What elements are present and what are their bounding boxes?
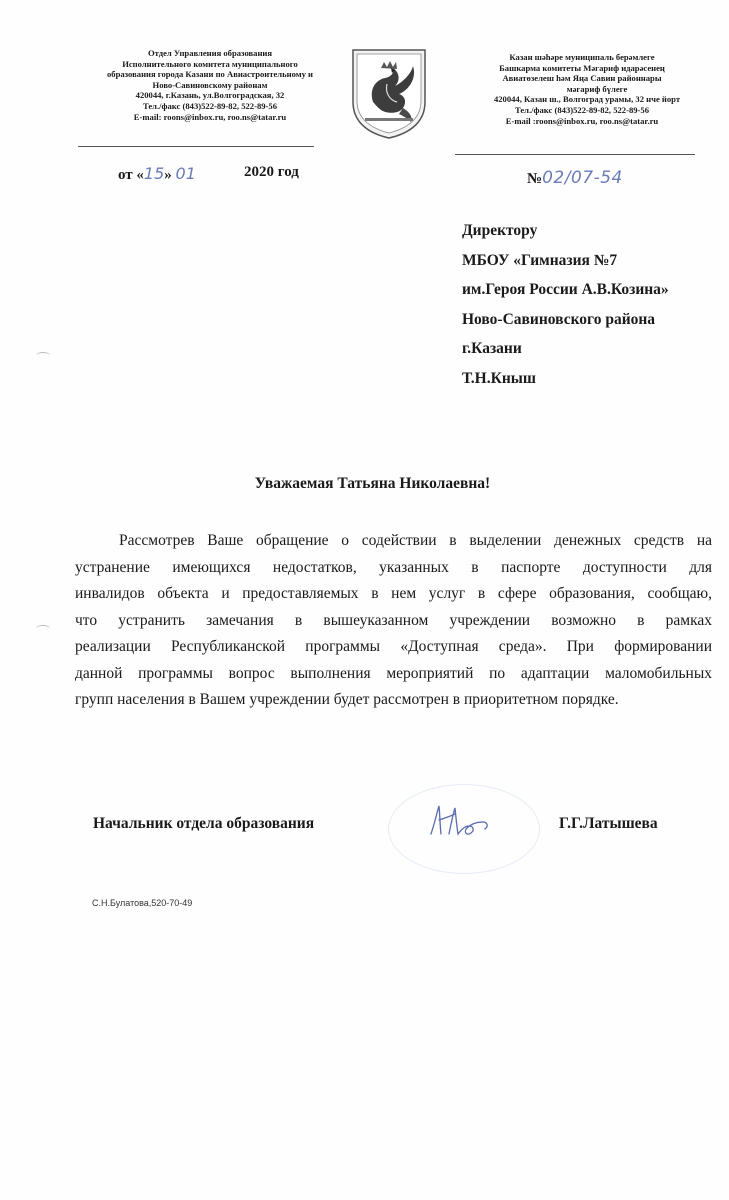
header-left-line: Исполнительного комитета муниципального — [122, 58, 298, 69]
body-line: устранение имеющихся недостатков, указанных в паспорте доступности для — [75, 558, 712, 576]
addressee-line: Ново-Савиновского района — [462, 310, 656, 328]
header-left-line: образования города Казани по Авиастроительному и — [106, 69, 313, 80]
header-left-block — [95, 48, 325, 122]
header-left-line: 420044, г.Казань, ул.Волгоградская, 32 — [135, 90, 285, 101]
header-right-line: Авиатөзелеш һәм Яңа Савин районнары — [502, 73, 662, 84]
header-right-divider — [455, 154, 695, 155]
header-right-block — [453, 52, 711, 126]
body-line: реализации Республиканской программы «Доступная среда». При формировании — [75, 638, 712, 655]
addressee-block — [462, 216, 669, 393]
signatory-name: Г.Г.Латышева — [559, 815, 658, 832]
handwritten-signature-icon — [425, 800, 495, 842]
registration-number — [527, 168, 623, 188]
addressee-line: Директору — [462, 222, 538, 239]
header-left-line: Ново-Савиновскому районам — [152, 79, 268, 90]
scan-artifact — [36, 352, 50, 359]
header-left-line: E-mail: roons@inbox.ru, roo.ns@tatar.ru — [133, 111, 287, 122]
kazan-coat-of-arms-icon — [347, 44, 431, 140]
header-right-line: Тел./факс (843)522-89-82, 522-89-56 — [514, 104, 650, 115]
header-right-line: Башкарма комитеты Мәгариф идарәсенең — [499, 62, 665, 73]
reg-number-value: 02/07-54 — [542, 168, 623, 188]
body-line: данной программы вопрос выполнения мероприятий по адаптации маломобильных — [75, 664, 712, 682]
date-day: 15 — [143, 164, 165, 183]
date-separator: » — [164, 167, 172, 183]
body-line: инвалидов объекта и предоставляемых в нем услуг в сфере образования, сообщаю, — [75, 585, 712, 602]
salutation: Уважаемая Татьяна Николаевна! — [254, 475, 491, 492]
reg-number-prefix: № — [527, 171, 543, 187]
date-year: 2020 год — [244, 164, 299, 180]
date-month: 01 — [175, 164, 196, 183]
date-line — [118, 164, 196, 184]
addressee-line: МБОУ «Гимназия №7 — [462, 251, 618, 269]
header-left-line: Отдел Управления образования — [147, 48, 273, 58]
letter-body — [75, 528, 712, 714]
header-left-line: Тел./факс (843)522-89-82, 522-89-56 — [142, 100, 278, 111]
header-left-divider — [78, 146, 314, 147]
header-right-line: 420044, Казан ш., Волгоград урамы, 32 нче йорт — [493, 94, 681, 105]
body-line: групп населения в Вашем учреждении будет рассмотрен в приоритетном порядке. — [75, 691, 619, 708]
addressee-line: Т.Н.Кныш — [462, 369, 536, 387]
addressee-line: им.Героя России А.В.Козина» — [462, 281, 669, 298]
header-right-line: мәгариф бүлеге — [566, 83, 628, 94]
addressee-line: г.Казани — [462, 340, 522, 357]
executor-note: С.Н.Булатова,520-70-49 — [92, 898, 193, 908]
signatory-title: Начальник отдела образования — [93, 815, 315, 832]
date-prefix: от « — [118, 167, 144, 183]
scan-artifact — [36, 625, 50, 632]
body-line: что устранить замечания в вышеуказанном учреждении возможно в рамках — [75, 611, 712, 629]
header-right-line: E-mail :roons@inbox.ru, roo.ns@tatar.ru — [505, 115, 659, 126]
body-line: Рассмотрев Ваше обращение о содействии в выделении денежных средств на — [119, 532, 712, 549]
header-right-line: Казан шәһәре муниципаль берәмлеге — [509, 52, 655, 62]
